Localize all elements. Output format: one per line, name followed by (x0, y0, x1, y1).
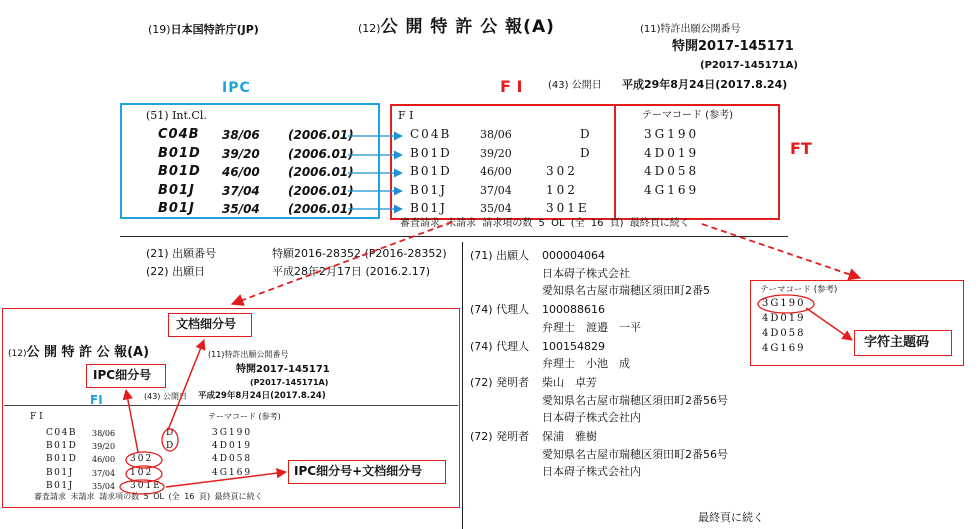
office-num: (19) (148, 23, 171, 36)
theme-code: 4G169 (644, 182, 700, 197)
fi-class: B01D (410, 164, 452, 178)
inset-theme-code: 3G190 (212, 428, 253, 438)
pubno-label: (11)特許出願公開番号 (640, 24, 741, 35)
theme-code: 3G190 (644, 127, 700, 141)
kind-title: 公 開 特 許 公 報(A) (380, 17, 555, 37)
bib-field-line: 000004064 (542, 249, 605, 262)
ft-inset-code: 3G190 (762, 298, 806, 309)
bunken-label: 文档细分号 (176, 317, 237, 331)
ipc-version: (2006.01) (288, 165, 354, 179)
pubdate-label: (43) 公開日 (548, 80, 602, 91)
bib-field-line: 柴山 卓芳 (542, 376, 597, 389)
inset-fi-class: B01J (46, 467, 74, 478)
bib-field-line: 愛知県名古屋市瑞穂区須田町2番56号 (542, 393, 728, 407)
ft-inset-code: 4D058 (762, 328, 806, 339)
inset-fi-class: B01D (46, 441, 78, 452)
bib-field-label: (72) 発明者 (470, 376, 530, 389)
fi-group: 39/20 (480, 146, 512, 160)
inset-theme-code: 4D058 (212, 454, 253, 465)
inset-pubno-alt: (P2017-145171A) (250, 378, 329, 387)
ipc-group: 46/00 (222, 165, 260, 179)
inset-exam-line: 審査請求 未請求 請求項の数 5 OL (全 16 頁) 最終頁に続く (34, 492, 263, 501)
office-name: 日本国特許庁(JP) (170, 23, 259, 36)
bib-field-line: 日本碍子株式会社内 (542, 411, 641, 424)
office-line (148, 24, 259, 37)
inset-kind-title: 公 開 特 許 公 報(A) (26, 345, 150, 360)
inset-fi-group: 38/06 (92, 429, 116, 438)
inset-theme-header: テーマコード (参考) (208, 412, 281, 421)
inset-fi-group: 35/04 (92, 481, 116, 491)
app-no: 特願2016-28352 (P2016-28352) (272, 247, 447, 260)
app-date: 平成28年2月17日 (2016.2.17) (272, 265, 431, 278)
ipc-group: 38/06 (222, 128, 260, 142)
bib-field-line: 愛知県名古屋市瑞穂区須田町2番56号 (542, 447, 728, 461)
bib-field-line: 保浦 雅樹 (542, 430, 597, 443)
inset-pubno: 特開2017-145171 (236, 364, 330, 375)
app-no-label: (21) 出願番号 (146, 247, 217, 260)
fi-group: 35/04 (480, 202, 512, 215)
bib-field-line: 弁理士 渡邉 一平 (542, 320, 641, 334)
ipc-version: (2006.01) (288, 128, 354, 142)
bib-field-line: 100088616 (542, 303, 605, 316)
fi-class: B01J (410, 201, 447, 215)
ipc-class: B01D (158, 145, 201, 161)
inset-fi-subdivision: D (166, 428, 176, 438)
ipc-group: 35/04 (222, 202, 260, 216)
inset-pubno-label: (11)特許出願公開番号 (208, 350, 289, 359)
fi-subdivision: 102 (546, 182, 578, 197)
inset-fi-class: B01D (46, 454, 78, 465)
inset-kind (8, 346, 149, 361)
fi-class: B01D (410, 145, 452, 160)
ipc-class: B01D (158, 164, 201, 179)
kind-num: (12) (358, 22, 381, 35)
inset-fi-label: FI (90, 393, 103, 407)
fi-group: 38/06 (480, 128, 512, 141)
pubdate: 平成29年8月24日(2017.8.24) (622, 78, 788, 91)
theme-header: テーマコード (参考) (642, 110, 733, 121)
inset-fi-group: 39/20 (92, 442, 116, 452)
ft-callout (702, 224, 860, 278)
ipc-class: B01J (158, 182, 195, 198)
fi-label: F I (500, 77, 523, 96)
ipc-version: (2006.01) (288, 146, 354, 161)
inset-fi-group: 37/04 (92, 468, 116, 478)
ft-topic-label: 字符主题码 (864, 335, 930, 350)
exam-line: 審査請求 未請求 請求項の数 5 OL (全 16 頁) 最終頁に続く (400, 218, 690, 229)
inset-fi-subdivision: 302 (130, 454, 154, 465)
ipc-version: (2006.01) (288, 183, 354, 198)
fi-header: F I (398, 109, 414, 122)
pubno: 特開2017-145171 (672, 39, 794, 54)
bib-field-line: 日本碍子株式会社 (542, 266, 630, 280)
app-date-label: (22) 出願日 (146, 265, 206, 278)
inset-fi-group: 46/00 (92, 455, 116, 465)
bib-field-label: (72) 発明者 (470, 430, 530, 443)
bib-field-label: (74) 代理人 (470, 303, 530, 316)
theme-code: 4D058 (644, 164, 700, 178)
ft-label: FT (790, 139, 812, 158)
ipc-class: C04B (158, 127, 200, 142)
fi-callout (232, 222, 452, 304)
fi-subdivision: 302 (546, 164, 578, 178)
ipc-version: (2006.01) (288, 202, 354, 216)
footer-continue: 最終頁に続く (698, 511, 764, 524)
fi-class: B01J (410, 182, 447, 197)
fi-class: C04B (410, 127, 452, 141)
bib-field-line: 愛知県名古屋市瑞穂区須田町2番5 (542, 284, 710, 297)
inset-fi-subdivision: 301E (130, 480, 162, 491)
ipc-header: (51) Int.Cl. (146, 109, 207, 122)
ipc-sub-label: IPC细分号 (93, 368, 152, 382)
inset-pubdate-label: (43) 公開日 (144, 392, 187, 401)
ft-inset-code: 4G169 (762, 343, 806, 354)
fi-subdivision: D (580, 127, 593, 141)
pubno-alt: (P2017-145171A) (700, 60, 798, 71)
ipc-class: B01J (158, 201, 195, 216)
ft-inset-code: 4D019 (762, 313, 806, 324)
inset-pubdate: 平成29年8月24日(2017.8.24) (198, 391, 326, 401)
fi-subdivision: D (580, 145, 593, 160)
bib-field-line: 日本碍子株式会社内 (542, 465, 641, 478)
column-divider (462, 242, 463, 529)
ipc-group: 39/20 (222, 146, 260, 161)
fi-group: 46/00 (480, 165, 512, 178)
inset-fi-class: C04B (46, 428, 77, 438)
bib-field-label: (74) 代理人 (470, 339, 530, 353)
inset-fi-class: B01J (46, 480, 74, 491)
inset-fi-subdivision: D (166, 441, 176, 452)
fi-subdivision: 301E (546, 201, 590, 215)
fi-group: 37/04 (480, 183, 512, 197)
theme-code: 4D019 (644, 145, 700, 160)
inset-theme-code: 4G169 (212, 467, 253, 478)
inset-divider (4, 405, 458, 406)
ipc-plus-label: IPC细分号+文档细分号 (294, 464, 423, 478)
gazette-kind (358, 18, 555, 38)
header-divider (120, 236, 788, 237)
ipc-group: 37/04 (222, 183, 260, 198)
inset-fi-header: F I (30, 412, 43, 422)
bib-field-line: 100154829 (542, 339, 605, 353)
inset-fi-subdivision: 102 (130, 467, 154, 478)
ft-inset-header: テーマコード (参考) (760, 285, 838, 295)
bib-field-line: 弁理士 小池 成 (542, 357, 630, 370)
inset-theme-code: 4D019 (212, 441, 253, 452)
inset-kind-num: (12) (8, 349, 27, 359)
bib-field-label: (71) 出願人 (470, 249, 530, 262)
ipc-label: IPC (222, 80, 251, 96)
